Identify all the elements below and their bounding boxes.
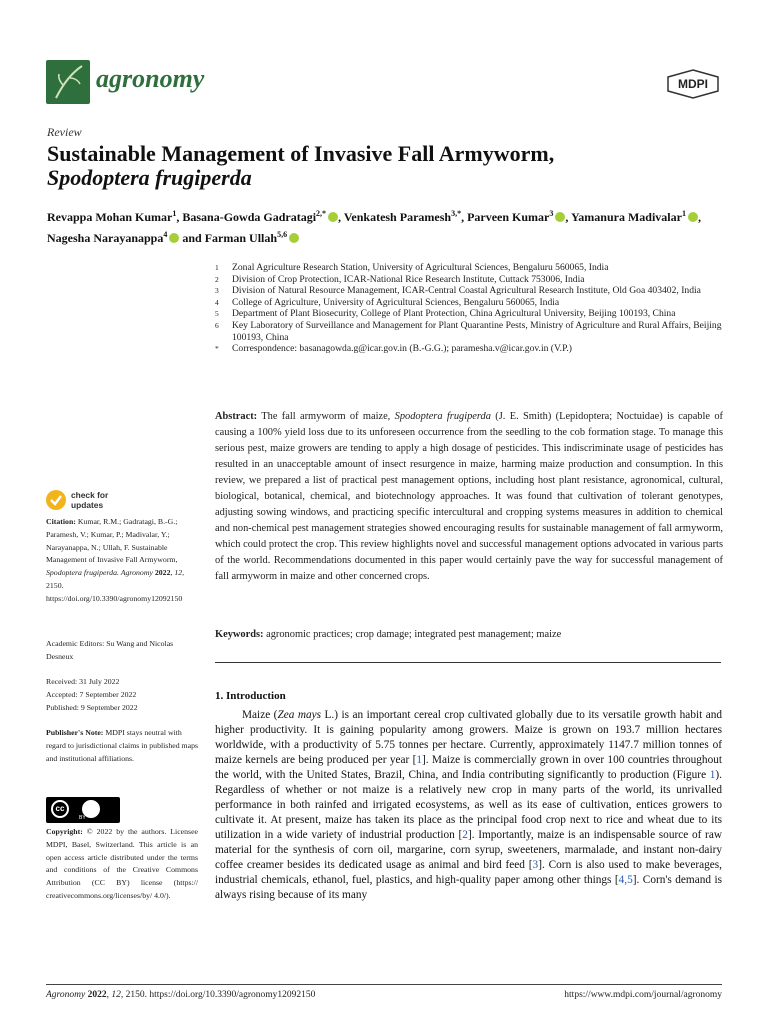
svg-text:MDPI: MDPI: [678, 77, 708, 91]
introduction-paragraph: Maize (Zea mays L.) is an important cereal crop cultivated globally due to its versatile growth habit and higher productivity. It is gaining popularity among growers. Maize is grown on 193.7 million hectares worldwide, with a productivity of 5.75 tonnes per hectare. Currently, approximately 1147.7 million tonnes of maize kernels are being produced per year [1]. Maize is commercially grown in over 100 countries throughout the world, with the United States, Brazil, China, and India contributing significantly to production (Figure 1). Regardless of whether or not maize is a relatively new crop in many parts of the world, its unrivalled performance in both rainfed and irrigated ecosystems, as well as its ease of cultivation, entices growers to cultivate it. At present, maize has taken its place as the principal food crop next to rice and wheat due to its utilization in a wide variety of industrial production [2]. Importantly, maize is an indispensable source of raw material for the synthesis of corn oil, margarine, corn syrup, sweeteners, marmalade, and instant non-dairy coffee creamer besides its dedicated usage as animal and bird feed [3]. Corn is also used to make beverages, industrial chemicals, ethanol, fuel, plastics, and high-quality paper among other things [4,5]. Corn's demand is always rising because of its many: [215, 709, 723, 901]
affiliation-item: [215, 274, 725, 286]
affiliation-number: 6: [215, 320, 219, 330]
keywords: Keywords: agronomic practices; crop damage; integrated pest management; maize: [215, 629, 562, 640]
orcid-icon[interactable]: [555, 212, 565, 222]
journal-logo-icon: [46, 60, 90, 104]
check-updates-line1: check for: [71, 490, 109, 500]
publisher-logo[interactable]: [666, 69, 720, 99]
orcid-icon[interactable]: [328, 212, 338, 222]
publishers-note: Publisher's Note: MDPI stays neutral with regard to jurisdictional claims in published maps and institutional affiliations.: [46, 728, 199, 763]
reference-link[interactable]: 2: [462, 829, 468, 841]
affiliation-item: [215, 297, 725, 309]
affiliation-text: Division of Crop Protection, ICAR-National Rice Research Institute, Cuttack 753006, India: [232, 273, 585, 285]
abstract: Abstract: The fall armyworm of maize, Spodoptera frugiperda (J. E. Smith) (Lepidoptera; Noctuidae) is capable of causing a 100% yield loss due to its unforeseen occurrence from the seedling to the cob formation stage. To manage this serious pest, maize growers are tending to apply a high dosage of pesticides. This indiscriminate usage of pesticides has resulted in an unacceptable amount of insect resurgence in maize, harming maize production and consumption. In this review, we prepared a list of practical pest management options, including host plant resistance, agronomical, cultural, biological, botanical, chemical, and biotechnology approaches. It was found that cultivation of tolerant genotypes, adjusting sowing windows, and practicing specific intercultural and cropping systems measures in addition to chemical and non-chemical pest management strategies showed encouraging results for sustainable management of fall armyworm, which could protect the crop. This review highlights novel and successful management options advocated in various parts of the world. Recommendations documented in this paper would certainly pave the way for successful management of fall armyworm in maize and other concerned crops.: [215, 411, 723, 582]
orcid-icon[interactable]: [169, 233, 179, 243]
published-date: Published: 9 September 2022: [46, 702, 138, 712]
affiliation-number: 1: [215, 263, 219, 272]
affiliation-text: Zonal Agriculture Research Station, University of Agricultural Sciences, Bengaluru 560065, India: [232, 262, 609, 273]
affiliation-text: College of Agriculture, University of Agricultural Sciences, Bengaluru 560065, India: [232, 296, 560, 308]
author-name[interactable]: Yamanura Madivalar: [570, 210, 682, 224]
received-date: Received: 31 July 2022: [46, 677, 120, 686]
affiliation-number: *: [215, 344, 219, 354]
affiliation-text: Correspondence: basanagowda.g@icar.gov.in (B.-G.G.); paramesha.v@icar.gov.in (V.P.): [232, 343, 572, 355]
affiliation-item: [215, 262, 725, 274]
cc-by-license-icon[interactable]: cc BY: [46, 797, 120, 823]
affiliation-item: [215, 285, 725, 297]
orcid-icon[interactable]: [289, 233, 299, 243]
section-divider: [215, 662, 721, 663]
reference-link[interactable]: 3: [532, 859, 539, 871]
affiliation-item: [215, 308, 725, 320]
footer-citation: Agronomy 2022, 12, 2150. https://doi.org/10.3390/agronomy12092150: [46, 990, 316, 1000]
article-type: Review: [47, 125, 82, 139]
journal-name[interactable]: agronomy: [96, 64, 205, 93]
reference-link[interactable]: 4,5: [618, 874, 633, 886]
affiliation-text: Key Laboratory of Surveillance and Management for Plant Quarantine Pests, Ministry of Agriculture and Rural Affairs, Beijing 100193, China: [232, 319, 722, 343]
affiliation-number: 4: [215, 297, 219, 307]
affiliation-number: 3: [215, 286, 219, 296]
author-affiliation-sup: 1: [172, 209, 177, 218]
author-affiliation-sup: 4: [163, 230, 168, 239]
author-affiliation-sup: 3: [549, 209, 554, 218]
footer-rule: [46, 984, 722, 985]
author-name[interactable]: Venkatesh Paramesh: [343, 210, 452, 224]
author-affiliation-sup: 5,6: [277, 230, 288, 239]
affiliation-number: 2: [215, 274, 219, 284]
citation-block: Citation: Kumar, R.M.; Gadratagi, B.-G.; Paramesh, V.; Kumar, P.; Madivalar, Y.; Narayanappa, N.; Ullah, F. Sustainable Management of Invasive Fall Armyworm, Spodoptera frugiperda. Agronomy 2022, 12, 2150. https://doi.org/10.3390/agronomy12092150: [46, 517, 185, 603]
affiliations: [215, 262, 725, 355]
reference-link[interactable]: 1: [416, 754, 423, 766]
author-name[interactable]: Parveen Kumar: [467, 210, 550, 224]
footer-journal-url[interactable]: https://www.mdpi.com/journal/agronomy: [564, 990, 722, 1000]
author-affiliation-sup: 1: [681, 209, 686, 218]
section-heading: 1. Introduction: [215, 690, 286, 702]
author-name[interactable]: Farman Ullah: [204, 231, 278, 245]
affiliation-item: [215, 343, 725, 355]
author-affiliation-sup: 2,*: [316, 209, 327, 218]
check-updates-line2: updates: [71, 499, 104, 510]
author-affiliation-sup: 3,*: [451, 209, 462, 218]
affiliation-number: 5: [215, 309, 219, 319]
check-for-updates-badge[interactable]: [46, 490, 130, 512]
author-name[interactable]: Nagesha Narayanappa: [47, 231, 164, 245]
orcid-icon[interactable]: [688, 212, 698, 222]
article-title-line2: Spodoptera frugiperda: [47, 165, 252, 190]
copyright-block: Copyright: © 2022 by the authors. Licensee MDPI, Basel, Switzerland. This article is an open access article distributed under the terms and conditions of the Creative Commons Attribution (CC BY) license (https:// creativecommons.org/licenses/by/ 4.0/).: [46, 827, 198, 900]
figure-link[interactable]: 1: [709, 769, 716, 781]
affiliation-item: [215, 320, 725, 343]
author-name[interactable]: Basana-Gowda Gadratagi: [182, 210, 317, 224]
authors-and: and: [182, 231, 202, 245]
academic-editors: Academic Editors: Su Wang and Nicolas Desneux: [46, 639, 174, 661]
article-title-line1: Sustainable Management of Invasive Fall Armyworm,: [47, 141, 555, 166]
author-list: Revappa Mohan Kumar$^1$, Basana-Gowda Gadratagi$^{2,*}$ , Venkatesh Paramesh$^{3,*}$, Parveen Kumar$^3$ , Yamanura Madivalar$^1$ , Nagesha Narayanappa$^4$ and Farman Ullah$^{5,6}$: [47, 209, 701, 245]
author-name[interactable]: Revappa Mohan Kumar: [47, 210, 173, 224]
affiliation-text: Division of Natural Resource Management, ICAR-Central Coastal Agricultural Research Institute, Old Goa 403402, India: [232, 285, 701, 297]
check-icon: [46, 490, 66, 510]
accepted-date: Accepted: 7 September 2022: [46, 689, 137, 699]
affiliation-text: Department of Plant Biosecurity, College of Plant Protection, China Agricultural University, Beijing 100193, China: [232, 308, 676, 320]
dates-block: [46, 676, 198, 714]
